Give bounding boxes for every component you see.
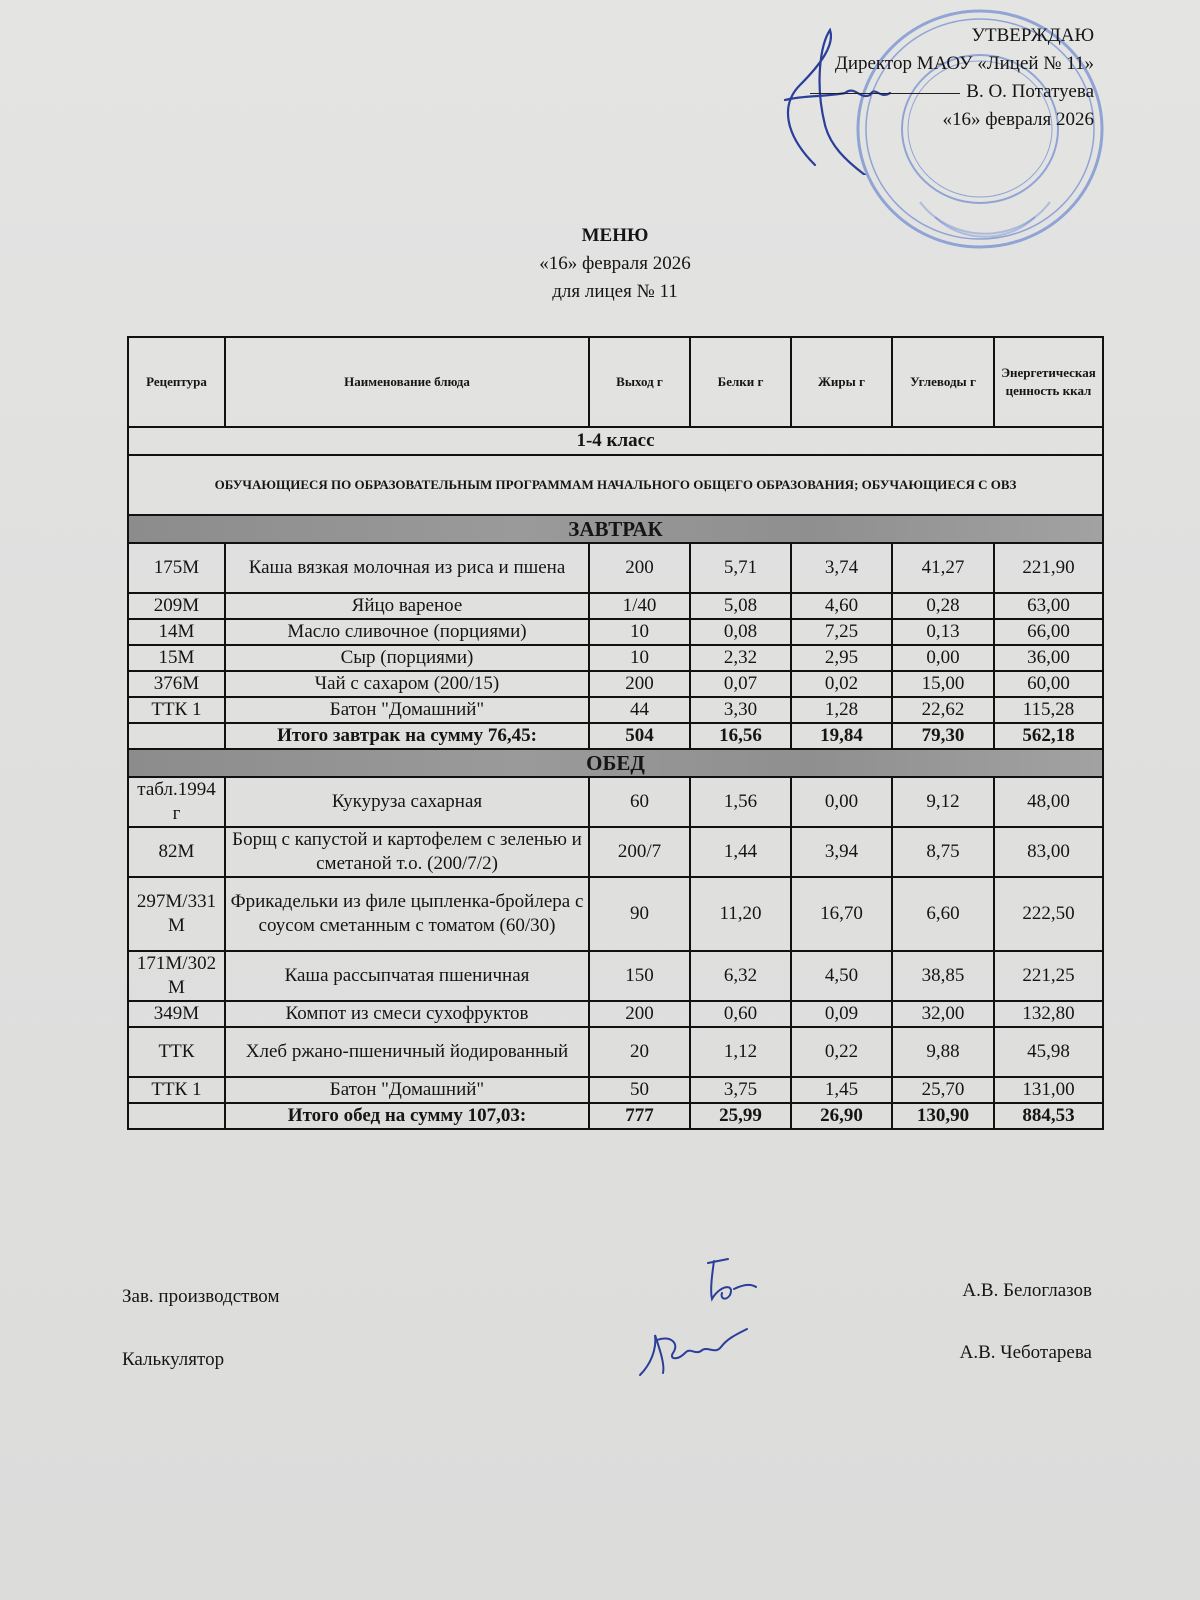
dish-name-cell: Батон "Домашний" xyxy=(225,697,589,723)
kcal-cell: 45,98 xyxy=(994,1027,1103,1077)
dish-name-cell: Фрикадельки из филе цыпленка-бройлера с соусом сметанным с томатом (60/30) xyxy=(225,877,589,951)
table-row xyxy=(128,1001,1103,1027)
signature-name-production: А.В. Белоглазов xyxy=(962,1280,1092,1301)
signature-role-calculator: Калькулятор xyxy=(122,1349,225,1370)
empty-cell xyxy=(128,1103,225,1129)
dish-name-cell: Батон "Домашний" xyxy=(225,1077,589,1103)
fat-cell: 3,94 xyxy=(791,827,892,877)
dish-name-cell: Компот из смеси сухофруктов xyxy=(225,1001,589,1027)
production-signature xyxy=(700,1255,760,1305)
protein-cell: 3,75 xyxy=(690,1077,791,1103)
kcal-cell: 36,00 xyxy=(994,645,1103,671)
recipe-cell: 82М xyxy=(128,827,225,877)
dish-name-cell: Кукуруза сахарная xyxy=(225,777,589,827)
recipe-cell: 297М/331 М xyxy=(128,877,225,951)
calculator-signature xyxy=(635,1325,755,1380)
total-protein: 16,56 xyxy=(690,723,791,749)
carbs-cell: 22,62 xyxy=(892,697,994,723)
total-yield: 777 xyxy=(589,1103,690,1129)
total-yield: 504 xyxy=(589,723,690,749)
table-row xyxy=(128,827,1103,877)
header-carbs: Углеводы г xyxy=(892,337,994,427)
approval-date: «16» февраля 2026 xyxy=(942,109,1094,130)
protein-cell: 5,71 xyxy=(690,543,791,593)
kcal-cell: 60,00 xyxy=(994,671,1103,697)
table-row xyxy=(128,543,1103,593)
yield-cell: 200 xyxy=(589,671,690,697)
recipe-cell: 15М xyxy=(128,645,225,671)
signature-line xyxy=(810,93,960,94)
yield-cell: 60 xyxy=(589,777,690,827)
carbs-cell: 38,85 xyxy=(892,951,994,1001)
total-fat: 26,90 xyxy=(791,1103,892,1129)
table-row xyxy=(128,1027,1103,1077)
yield-cell: 20 xyxy=(589,1027,690,1077)
dish-name-cell: Каша рассыпчатая пшеничная xyxy=(225,951,589,1001)
carbs-cell: 32,00 xyxy=(892,1001,994,1027)
fat-cell: 16,70 xyxy=(791,877,892,951)
menu-table xyxy=(127,336,1104,1130)
dish-name-cell: Яйцо вареное xyxy=(225,593,589,619)
table-row xyxy=(128,1077,1103,1103)
fat-cell: 7,25 xyxy=(791,619,892,645)
header-protein: Белки г xyxy=(690,337,791,427)
kcal-cell: 131,00 xyxy=(994,1077,1103,1103)
signature-name-calculator: А.В. Чеботарева xyxy=(959,1342,1092,1363)
carbs-cell: 9,88 xyxy=(892,1027,994,1077)
dish-name-cell: Борщ с капустой и картофелем с зеленью и сметаной т.о. (200/7/2) xyxy=(225,827,589,877)
table-row xyxy=(128,619,1103,645)
header-kcal: Энергетическая ценность ккал xyxy=(994,337,1103,427)
recipe-cell: табл.1994 г xyxy=(128,777,225,827)
signature-role-production: Зав. производством xyxy=(122,1286,280,1307)
table-row xyxy=(128,593,1103,619)
header-fat: Жиры г xyxy=(791,337,892,427)
header-dish-name: Наименование блюда xyxy=(225,337,589,427)
total-kcal: 562,18 xyxy=(994,723,1103,749)
approval-heading: УТВЕРЖДАЮ xyxy=(971,25,1094,46)
dish-name-cell: Каша вязкая молочная из риса и пшена xyxy=(225,543,589,593)
recipe-cell: ТТК 1 xyxy=(128,1077,225,1103)
total-carbs: 79,30 xyxy=(892,723,994,749)
lunch-total-row xyxy=(128,1103,1103,1129)
yield-cell: 200 xyxy=(589,543,690,593)
kcal-cell: 222,50 xyxy=(994,877,1103,951)
section-breakfast-title: ЗАВТРАК xyxy=(128,515,1103,543)
carbs-cell: 25,70 xyxy=(892,1077,994,1103)
carbs-cell: 6,60 xyxy=(892,877,994,951)
table-row xyxy=(128,697,1103,723)
carbs-cell: 15,00 xyxy=(892,671,994,697)
protein-cell: 1,12 xyxy=(690,1027,791,1077)
table-header-row xyxy=(128,337,1103,427)
fat-cell: 0,00 xyxy=(791,777,892,827)
yield-cell: 1/40 xyxy=(589,593,690,619)
recipe-cell: 14М xyxy=(128,619,225,645)
protein-cell: 6,32 xyxy=(690,951,791,1001)
protein-cell: 1,44 xyxy=(690,827,791,877)
total-label: Итого обед на сумму 107,03: xyxy=(225,1103,589,1129)
kcal-cell: 48,00 xyxy=(994,777,1103,827)
dish-name-cell: Сыр (порциями) xyxy=(225,645,589,671)
menu-title: МЕНЮ xyxy=(581,225,649,246)
table-row xyxy=(128,877,1103,951)
recipe-cell: 376М xyxy=(128,671,225,697)
approval-block xyxy=(810,22,1094,134)
fat-cell: 1,28 xyxy=(791,697,892,723)
yield-cell: 10 xyxy=(589,645,690,671)
dish-name-cell: Чай с сахаром (200/15) xyxy=(225,671,589,697)
carbs-cell: 0,28 xyxy=(892,593,994,619)
protein-cell: 1,56 xyxy=(690,777,791,827)
fat-cell: 0,09 xyxy=(791,1001,892,1027)
protein-cell: 3,30 xyxy=(690,697,791,723)
yield-cell: 200 xyxy=(589,1001,690,1027)
fat-cell: 1,45 xyxy=(791,1077,892,1103)
fat-cell: 0,22 xyxy=(791,1027,892,1077)
table-row xyxy=(128,777,1103,827)
protein-cell: 11,20 xyxy=(690,877,791,951)
fat-cell: 3,74 xyxy=(791,543,892,593)
protein-cell: 0,60 xyxy=(690,1001,791,1027)
fat-cell: 2,95 xyxy=(791,645,892,671)
header-yield: Выход г xyxy=(589,337,690,427)
protein-cell: 0,07 xyxy=(690,671,791,697)
menu-date: «16» февраля 2026 xyxy=(539,253,691,274)
header-recipe: Рецептура xyxy=(128,337,225,427)
carbs-cell: 41,27 xyxy=(892,543,994,593)
protein-cell: 0,08 xyxy=(690,619,791,645)
yield-cell: 150 xyxy=(589,951,690,1001)
protein-cell: 5,08 xyxy=(690,593,791,619)
carbs-cell: 0,13 xyxy=(892,619,994,645)
yield-cell: 10 xyxy=(589,619,690,645)
kcal-cell: 66,00 xyxy=(994,619,1103,645)
kcal-cell: 132,80 xyxy=(994,1001,1103,1027)
section-lunch-title: ОБЕД xyxy=(128,749,1103,777)
fat-cell: 4,60 xyxy=(791,593,892,619)
yield-cell: 50 xyxy=(589,1077,690,1103)
fat-cell: 0,02 xyxy=(791,671,892,697)
protein-cell: 2,32 xyxy=(690,645,791,671)
recipe-cell: 171М/302 М xyxy=(128,951,225,1001)
recipe-cell: 209М xyxy=(128,593,225,619)
approval-name: В. О. Потатуева xyxy=(966,81,1094,102)
recipe-cell: ТТК 1 xyxy=(128,697,225,723)
dish-name-cell: Масло сливочное (порциями) xyxy=(225,619,589,645)
student-group-label: ОБУЧАЮЩИЕСЯ ПО ОБРАЗОВАТЕЛЬНЫМ ПРОГРАММАМ НАЧАЛЬНОГО ОБЩЕГО ОБРАЗОВАНИЯ; ОБУЧАЮЩИЕСЯ С ОВЗ xyxy=(128,455,1103,515)
yield-cell: 90 xyxy=(589,877,690,951)
empty-cell xyxy=(128,723,225,749)
carbs-cell: 9,12 xyxy=(892,777,994,827)
table-row xyxy=(128,645,1103,671)
total-protein: 25,99 xyxy=(690,1103,791,1129)
kcal-cell: 115,28 xyxy=(994,697,1103,723)
total-kcal: 884,53 xyxy=(994,1103,1103,1129)
recipe-cell: 349М xyxy=(128,1001,225,1027)
recipe-cell: 175М xyxy=(128,543,225,593)
total-fat: 19,84 xyxy=(791,723,892,749)
breakfast-total-row xyxy=(128,723,1103,749)
kcal-cell: 83,00 xyxy=(994,827,1103,877)
recipe-cell: ТТК xyxy=(128,1027,225,1077)
yield-cell: 44 xyxy=(589,697,690,723)
total-carbs: 130,90 xyxy=(892,1103,994,1129)
carbs-cell: 0,00 xyxy=(892,645,994,671)
kcal-cell: 221,90 xyxy=(994,543,1103,593)
kcal-cell: 221,25 xyxy=(994,951,1103,1001)
document-title xyxy=(0,222,1200,306)
approval-position: Директор МАОУ «Лицей № 11» xyxy=(834,53,1094,74)
carbs-cell: 8,75 xyxy=(892,827,994,877)
grade-label: 1-4 класс xyxy=(128,427,1103,455)
kcal-cell: 63,00 xyxy=(994,593,1103,619)
dish-name-cell: Хлеб ржано-пшеничный йодированный xyxy=(225,1027,589,1077)
fat-cell: 4,50 xyxy=(791,951,892,1001)
total-label: Итого завтрак на сумму 76,45: xyxy=(225,723,589,749)
table-row xyxy=(128,671,1103,697)
table-row xyxy=(128,951,1103,1001)
menu-school: для лицея № 11 xyxy=(552,281,678,302)
yield-cell: 200/7 xyxy=(589,827,690,877)
